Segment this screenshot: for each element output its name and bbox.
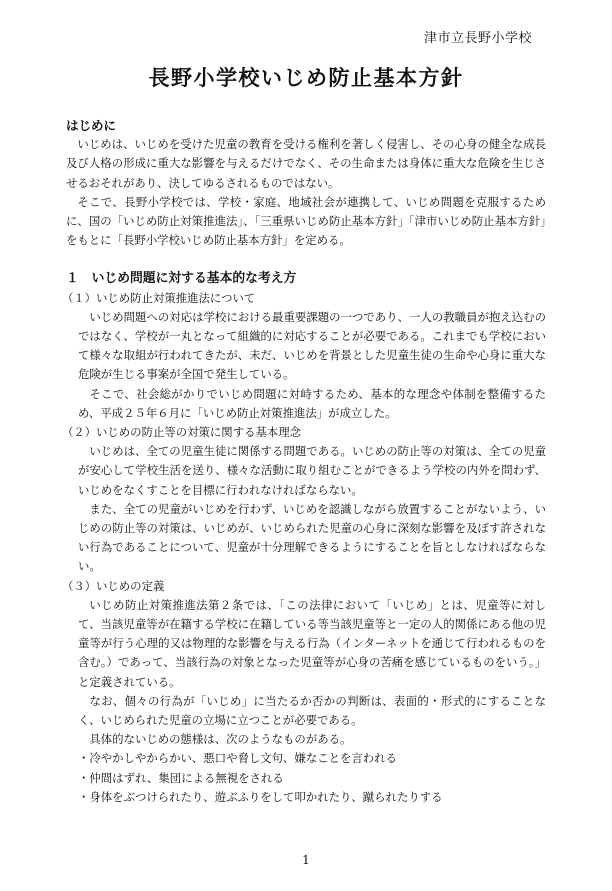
document-body [62,116,546,807]
page-number: 1 [302,853,310,867]
intro-paragraph: そこで、長野小学校では、学校・家庭、地域社会が連携して、いじめ問題を克服するために、国の「いじめ防止対策推進法」、「三重県いじめ防止基本方針」「津市いじめ防止基本方針」をもとに「長野小学校いじめ防止基本方針」を定める。 [66,194,546,248]
subsection-number: （２） [62,425,97,439]
section-1-heading: １ いじめ問題に対する基本的な考え方 [66,271,297,287]
subsection-heading [62,423,546,442]
subsection-heading [62,577,546,596]
subsection-number: （３） [62,578,97,593]
subsection-paragraph: なお、個々の行為が「いじめ」に当たるか否かの判断は、表面的・形式的にすることなく、いじめられた児童の立場に立つことが必要である。 [78,693,546,728]
bullet-item: ・身体をぶつけられたり、遊ぶふりをして叩かれたり、蹴られたりする [78,789,443,804]
school-name: 津市立長野小学校 [423,31,532,46]
bullet-item: ・冷やかしやからかい、悪口や脅し文句、嫌なことを言われる [78,751,397,766]
intro-heading: はじめに [66,118,117,133]
subsection-heading [62,289,546,308]
subsection-title: いじめの定義 [96,578,165,593]
subsection-paragraph: 具体的ないじめの態様は、次のようなものがある。 [89,732,352,747]
bullet-item: ・仲間はずれ、集団による無視をされる [78,770,284,785]
subsection-title: いじめの防止等の対策に関する基本理念 [96,425,302,439]
subsection-paragraph: また、全ての児童がいじめを行わず、いじめを認識しながら放置することがないよう、いじめの防止等の対策は、いじめが、いじめられた児童の心身に深刻な影響を及ぼす許されない行為であることについて、児童が十分理解できるようにすることを旨としなければならない。 [78,501,546,574]
subsection-paragraph: いじめ防止対策推進法第２条では、「この法律において「いじめ」とは、児童等に対して、当該児童等が在籍する学校に在籍している等当該児童等と一定の人的関係にある他の児童等が行う心理的又は物理的な影響を与える行為（インターネットを通じて行われるものを含む。）であって、当該行為の対象となった児童等が心身の苦痛を感じているものをいう。」と定義されている。 [78,597,546,689]
subsection-title: いじめ防止対策推進法について [96,290,256,305]
document-title: 長野小学校いじめ防止基本方針 [148,66,464,90]
subsection-paragraph: いじめは、全ての児童生徒に関係する問題である。いじめの防止等の対策は、全ての児童が安心して学校生活を送り、様々な活動に取り組むことができるよう学校の内外を問わず、いじめをなくすことを目標に行われなければならない。 [78,444,546,497]
subsection-paragraph: いじめ問題への対応は学校における最重要課題の一つであり、一人の教職員が抱え込むのではなく、学校が一丸となって組織的に対応することが必要である。これまでも学校において様々な取組が行われてきたが、未だ、いじめを背景とした児童生徒の生命や心身に重大な危険が生じる事案が全国で発生している。 [78,309,546,382]
intro-paragraph: いじめは、いじめを受けた児童の教育を受ける権利を著しく侵害し、その心身の健全な成長及び人格の形成に重大な影響を与えるだけでなく、その生命または身体に重大な危険を生じさせるおそれがあり、決してゆるされるものではない。 [66,137,546,190]
subsection-number: （１） [62,290,97,305]
subsection-paragraph: そこで、社会総がかりでいじめ問題に対峙するため、基本的な理念や体制を整備するため、平成２５年６月に「いじめ防止対策推進法」が成立した。 [78,386,546,420]
